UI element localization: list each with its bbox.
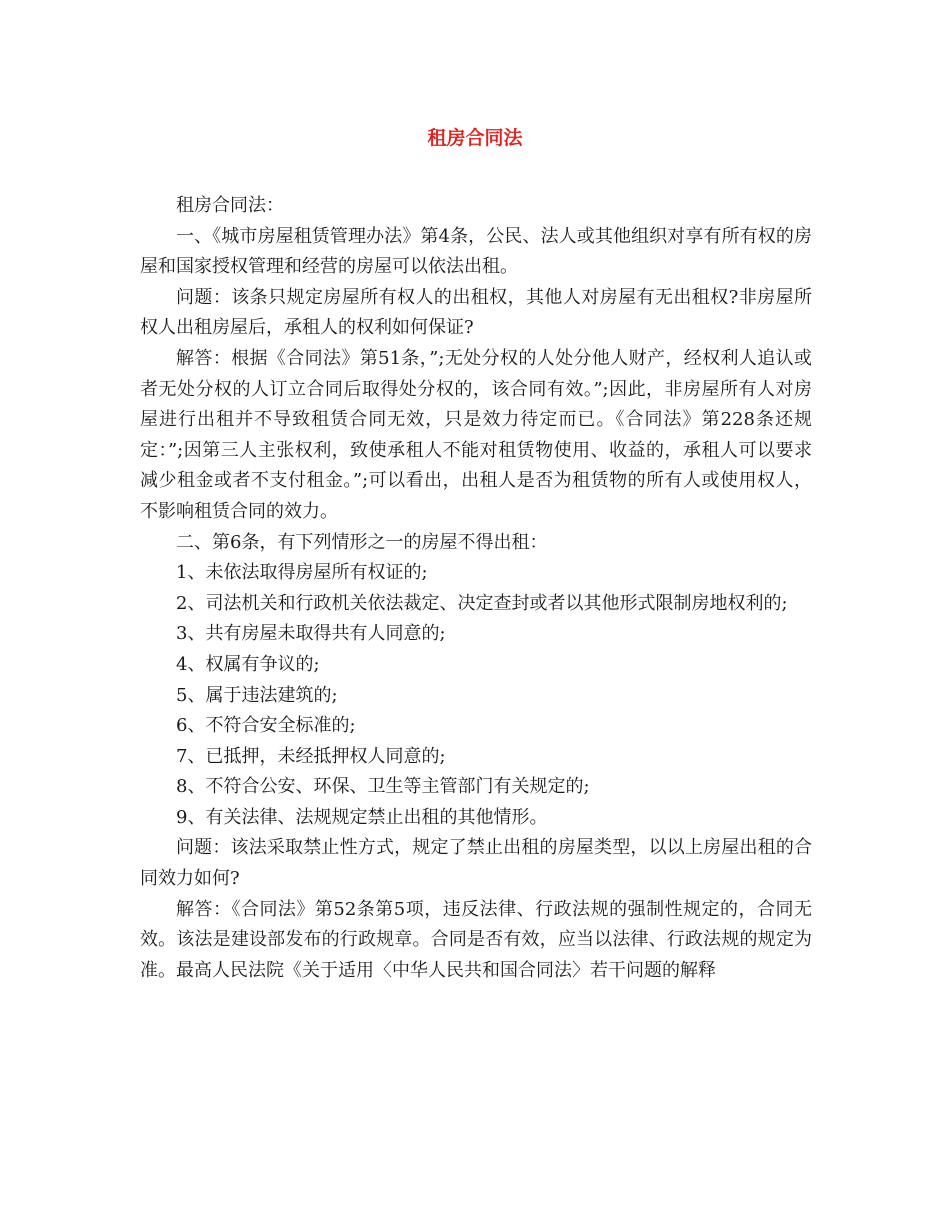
list-item: 5、属于违法建筑的; — [176, 684, 338, 706]
list-item: 6、不符合安全标准的; — [176, 715, 356, 737]
paragraph-article-6: 二、第6条，有下列情形之一的房屋不得出租： — [176, 531, 548, 553]
list-item: 2、司法机关和行政机关依法裁定、决定查封或者以其他形式限制房地权利的; — [176, 592, 788, 614]
list-item: 9、有关法律、法规规定禁止出租的其他情形。 — [176, 806, 548, 828]
document-title: 租房合同法 — [427, 127, 523, 149]
paragraph-question-2: 问题：该法采取禁止性方式，规定了禁止出租的房屋类型，以以上房屋出租的合同效力如何? — [140, 837, 812, 890]
list-item: 4、权属有争议的; — [176, 653, 320, 675]
list-item: 1、未依法取得房屋所有权证的; — [176, 562, 428, 584]
document-body — [140, 191, 812, 986]
paragraph-question-1: 问题：该条只规定房屋所有权人的出租权，其他人对房屋有无出租权?非房屋所权人出租房屋后，承租人的权利如何保证? — [140, 286, 812, 339]
paragraph-article-4: 一、《城市房屋租赁管理办法》第4条，公民、法人或其他组织对享有所有权的房屋和国家授权管理和经营的房屋可以依法出租。 — [140, 225, 812, 278]
paragraph-intro: 租房合同法： — [176, 195, 284, 216]
list-item: 7、已抵押，未经抵押权人同意的; — [176, 745, 446, 767]
list-item: 3、共有房屋未取得共有人同意的; — [176, 623, 446, 645]
list-item: 8、不符合公安、环保、卫生等主管部门有关规定的; — [176, 776, 590, 798]
paragraph-answer-1: 解答：根据《合同法》第51条，”;无处分权的人处分他人财产，经权利人追认或者无处分权的人订立合同后取得处分权的，该合同有效。”;因此，非房屋所有人对房屋进行出租并不导致租赁合同无效，只是效力待定而已。《合同法》第228条还规定：”;因第三人主张权利，致使承租人不能对租赁物使用、收益的，承租人可以要求减少租金或者不支付租金。”;可以看出，出租人是否为租赁物的所有人或使用权人，不影响租赁合同的效力。 — [140, 347, 812, 522]
paragraph-answer-2: 解答：《合同法》第52条第5项，违反法律、行政法规的强制性规定的，合同无效。该法是建设部发布的行政规章。合同是否有效，应当以法律、行政法规的规定为准。最高人民法院《关于适用〈中华人民共和国合同法〉若干问题的解释 — [140, 898, 812, 981]
